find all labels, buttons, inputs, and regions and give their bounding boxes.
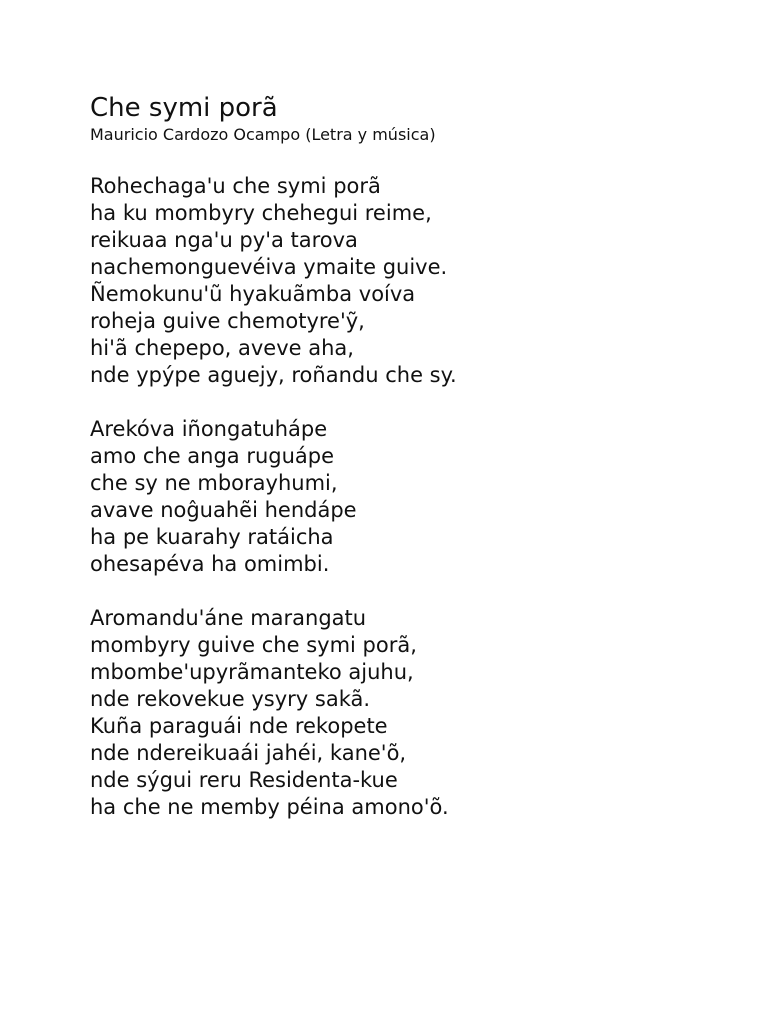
lyric-line: mombyry guive che symi porã, [90,633,417,657]
lyric-line: avave noĝuahẽi hendápe [90,498,357,522]
stanza-2 [90,416,730,578]
song-title: Che symi porã [90,93,278,123]
lyric-line: roheja guive chemotyre'ỹ, [90,309,365,333]
lyric-line: ohesapéva ha omimbi. [90,552,330,576]
lyric-line: amo che anga ruguápe [90,444,335,468]
lyric-line: nachemonguevéiva ymaite guive. [90,255,448,279]
lyric-line: Aromandu'áne marangatu [90,606,367,630]
lyric-line: mbombe'upyrãmanteko ajuhu, [90,660,414,684]
lyric-line: Ñemokunu'ũ hyakuãmba voíva [90,282,416,306]
song-author: Mauricio Cardozo Ocampo (Letra y música) [90,125,436,144]
lyric-line: nde rekovekue ysyry sakã. [90,687,371,711]
lyric-line: hi'ã chepepo, aveve aha, [90,336,354,360]
document-page [90,92,730,848]
lyric-line: ha pe kuarahy ratáicha [90,525,334,549]
lyric-line: nde ypýpe aguejy, roñandu che sy. [90,363,457,387]
lyric-line: reikuaa nga'u py'a tarova [90,228,358,252]
lyric-line: ha che ne memby péina amono'õ. [90,795,449,819]
lyric-line: nde ndereikuaái jahéi, kane'õ, [90,741,407,765]
lyric-line: ha ku mombyry chehegui reime, [90,201,432,225]
lyric-line: Rohechaga'u che symi porã [90,174,381,198]
lyric-line: Kuña paraguái nde rekopete [90,714,388,738]
lyric-line: nde sýgui reru Residenta-kue [90,768,398,792]
stanza-3 [90,605,730,821]
stanza-1 [90,173,730,389]
lyric-line: Arekóva iñongatuhápe [90,417,328,441]
lyric-line: che sy ne mborayhumi, [90,471,338,495]
